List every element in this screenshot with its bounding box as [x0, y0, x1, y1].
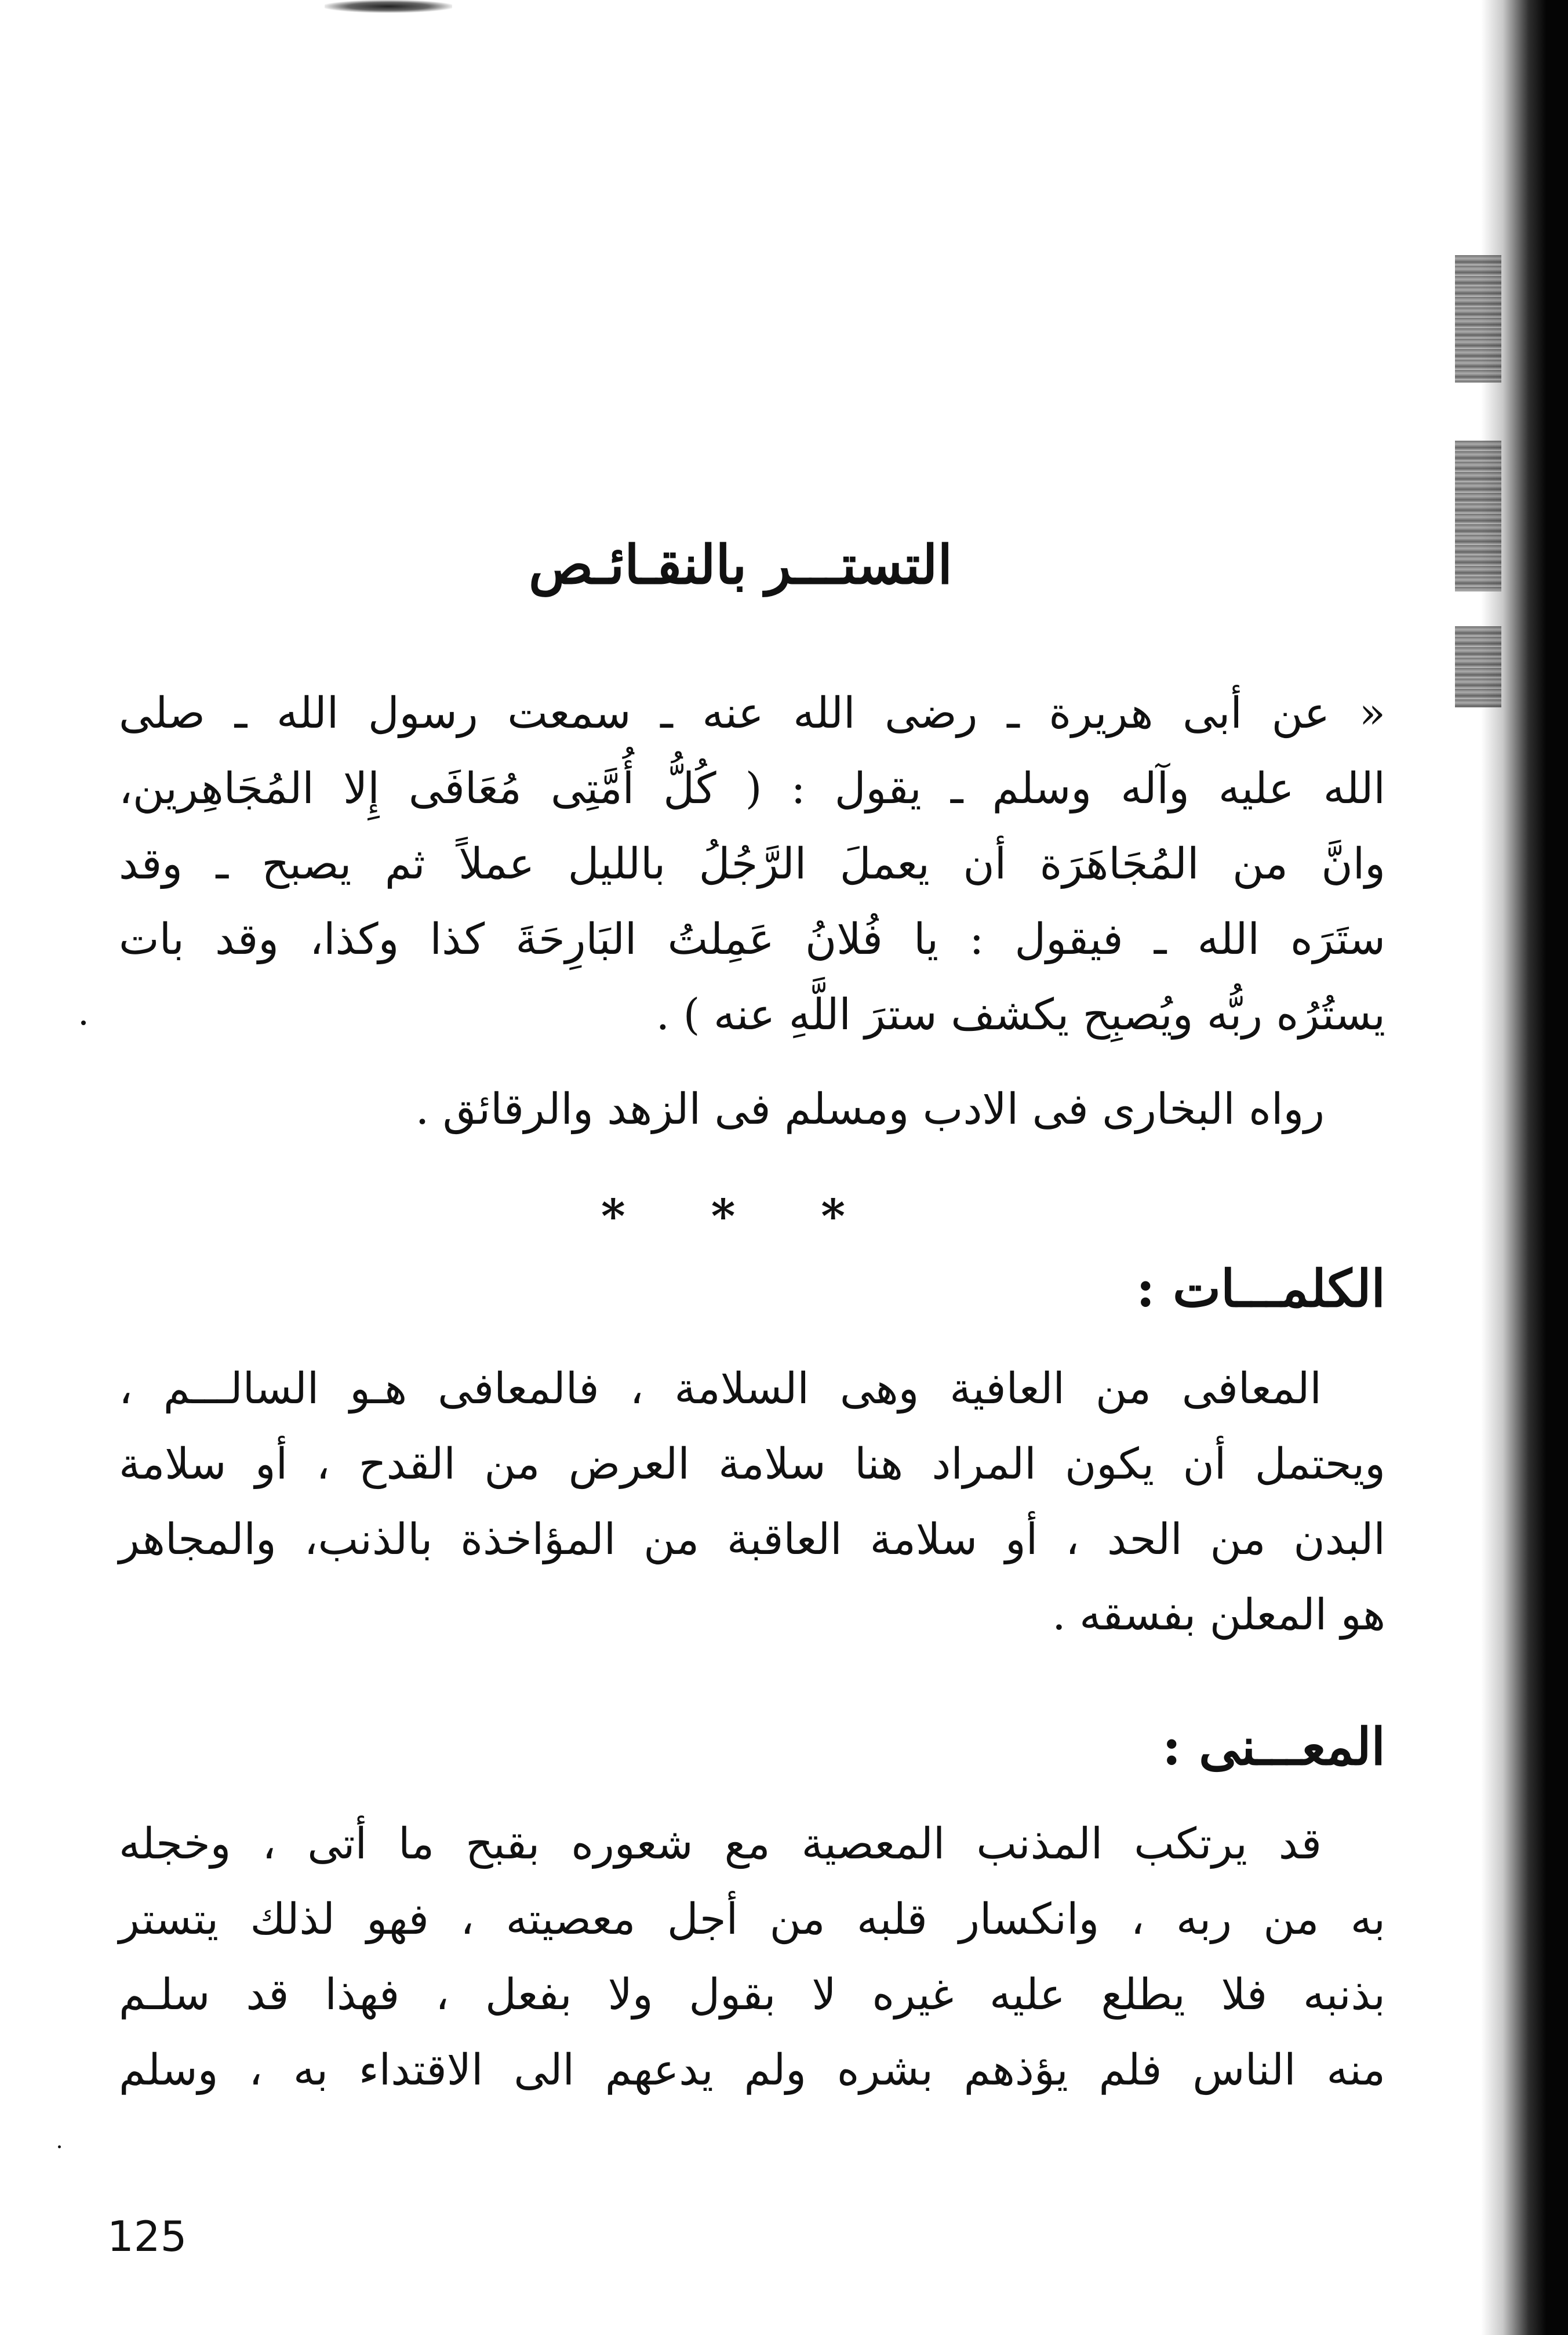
- hadith-source: رواه البخارى فى الادب ومسلم فى الزهد والرقائق .: [415, 1084, 1325, 1134]
- hadith-line: وانَّ من المُجَاهَرَة أن يعملَ الرَّجُلُ بالليل عملاً ثم يصبح ـ وقد: [119, 839, 1385, 889]
- spine-artifact: [1455, 255, 1501, 383]
- hadith-line: الله عليه وآله وسلم ـ يقول : ( كُلُّ أُمَّتِى مُعَافَى إِلا المُجَاهِرين،: [119, 764, 1385, 814]
- scan-smudge: [325, 0, 452, 13]
- section-separator: * * *: [601, 1189, 881, 1243]
- hadith-line: ستَرَه الله ـ فيقول : يا فُلانُ عَمِلتُ البَارِحَةَ كذا وكذا، وقد بات: [119, 914, 1385, 964]
- meaning-line: منه الناس فلم يؤذهم بشره ولم يدعهم الى الاقتداء به ، وسلم: [119, 2045, 1385, 2095]
- scan-speck: [58, 2145, 61, 2148]
- meaning-text: [119, 1806, 1385, 2108]
- words-line: البدن من الحد ، أو سلامة العاقبة من المؤاخذة بالذنب، والمجاهر: [119, 1515, 1385, 1564]
- spine-artifact: [1455, 626, 1501, 707]
- page-title: التستـــر بالنقـائـص: [528, 533, 953, 596]
- hadith-text: [119, 676, 1385, 1052]
- meaning-heading: المعـــنى :: [1162, 1716, 1385, 1777]
- meaning-line: بذنبه فلا يطلع عليه غيره لا بقول ولا بفعل ، فهذا قد سلـم: [119, 1970, 1385, 2020]
- meaning-line: به من ربه ، وانكسار قلبه من أجل معصيته ، فهو لذلك يتستر: [119, 1894, 1385, 1944]
- page-number: 125: [107, 2212, 187, 2261]
- words-line: المعافى من العافية وهى السلامة ، فالمعافى هـو السالـــم ،: [119, 1364, 1322, 1414]
- words-line: ويحتمل أن يكون المراد هنا سلامة العرض من القدح ، أو سلامة: [119, 1439, 1385, 1489]
- hadith-line: يستُرُه ربُّه ويُصبِح يكشف سترَ اللَّهِ عنه ) .: [656, 990, 1385, 1040]
- scan-speck: [81, 1021, 86, 1025]
- words-heading: الكلمـــات :: [1136, 1258, 1385, 1319]
- words-line: هو المعلن بفسقه .: [1052, 1590, 1385, 1640]
- words-text: [119, 1351, 1385, 1653]
- hadith-line: « عن أبى هريرة ـ رضى الله عنه ـ سمعت رسول الله ـ صلى: [119, 688, 1385, 738]
- meaning-line: قد يرتكب المذنب المعصية مع شعوره بقبح ما أتى ، وخجله: [119, 1819, 1322, 1869]
